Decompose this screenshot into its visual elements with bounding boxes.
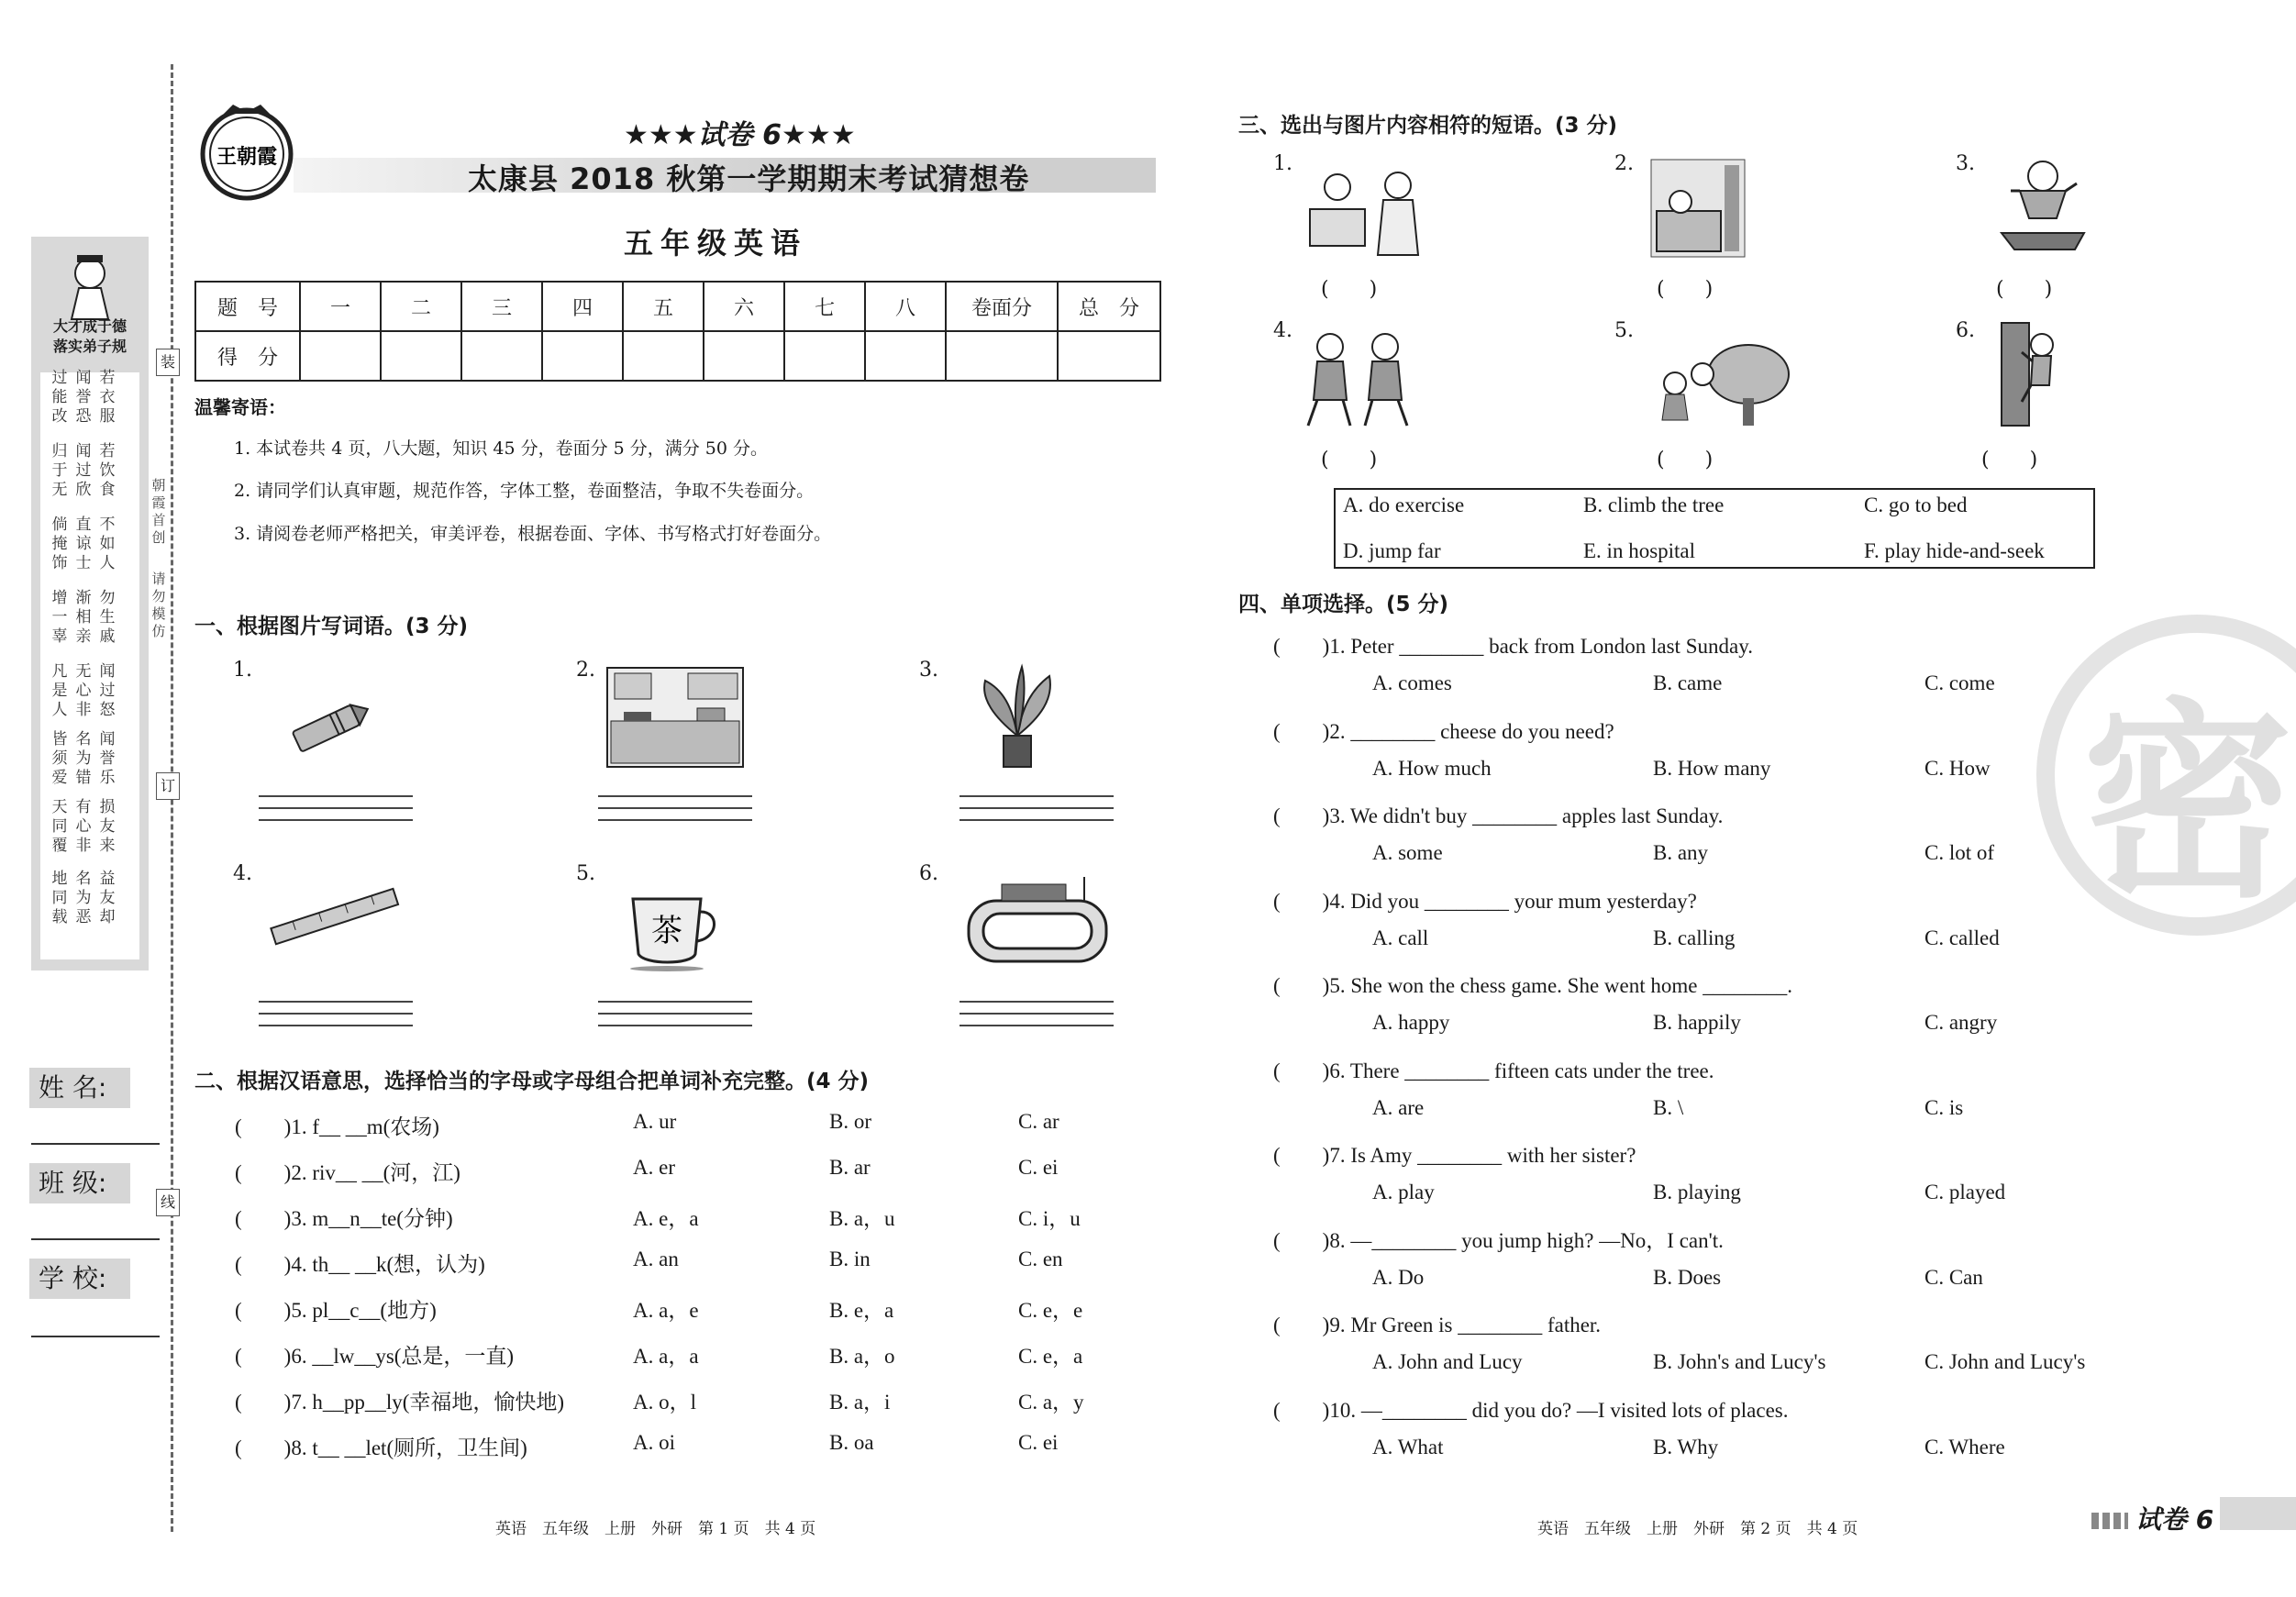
- s4-question: ( )2. ________ cheese do you need?: [1273, 719, 1614, 743]
- cut-mark-2: 订: [156, 772, 180, 800]
- ruler-icon: [266, 881, 404, 954]
- score-cell[interactable]: [461, 331, 542, 381]
- phrase-options-box: [1334, 488, 2095, 569]
- class-label: 班 级:: [29, 1163, 130, 1203]
- score-cell[interactable]: [300, 331, 381, 381]
- potted-plant-icon: [976, 662, 1059, 772]
- answer-lines[interactable]: [598, 991, 752, 1037]
- motto-text: 若衣服: [99, 369, 116, 426]
- bedtime-scene-icon: [1647, 156, 1748, 261]
- motto-text: 凡是人: [51, 662, 68, 719]
- s4-option-a[interactable]: A. some: [1372, 841, 1443, 864]
- s4-option-a[interactable]: A. comes: [1372, 671, 1452, 694]
- motto-text: 归于无: [51, 442, 68, 499]
- s2-option-b[interactable]: B. a，o: [829, 1345, 895, 1368]
- s2-question: ( )4. th__ __k(想，认为): [235, 1253, 485, 1276]
- s4-option-c[interactable]: C. lot of: [1924, 841, 1995, 864]
- answer-paren[interactable]: ( ): [1981, 449, 2038, 471]
- s4-option-c[interactable]: C. angry: [1924, 1011, 1998, 1034]
- s2-question: ( )2. riv__ __(河，江): [235, 1161, 460, 1184]
- s4-option-a[interactable]: A. are: [1372, 1095, 1425, 1119]
- s3-item-number: 1.: [1273, 152, 1292, 175]
- s2-option-c[interactable]: C. e，a: [1018, 1345, 1083, 1368]
- motto-text: 地同载: [51, 870, 68, 926]
- answer-lines[interactable]: [959, 785, 1114, 831]
- s1-item-number: 4.: [233, 862, 252, 885]
- motto-text: 直谅士: [75, 516, 92, 572]
- table-cell: 总 分: [1058, 282, 1160, 331]
- motto-text: 勿生戚: [99, 589, 116, 646]
- table-cell: 五: [623, 282, 704, 331]
- kitchen-icon: [605, 666, 745, 769]
- exercise-scene-icon: [1293, 327, 1422, 429]
- s2-option-c[interactable]: C. a，y: [1018, 1391, 1084, 1414]
- table-cell: 卷面分: [946, 282, 1058, 331]
- s4-option-c[interactable]: C. Can: [1924, 1265, 1983, 1289]
- s4-option-a[interactable]: A. What: [1372, 1435, 1444, 1458]
- option: C. go to bed: [1864, 494, 1968, 516]
- motto-text: 益友却: [99, 870, 116, 926]
- s2-option-a[interactable]: A. oi: [633, 1431, 675, 1454]
- motto-caption: 大才成于德 落实弟子规: [52, 317, 127, 355]
- s2-option-b[interactable]: B. oa: [829, 1431, 874, 1454]
- s4-option-c[interactable]: C. John and Lucy's: [1924, 1350, 2086, 1373]
- s4-question: ( )9. Mr Green is ________ father.: [1273, 1314, 1602, 1336]
- option: B. climb the tree: [1583, 494, 1725, 516]
- table-cell: 八: [865, 282, 946, 331]
- motto-text: 若饮食: [99, 442, 116, 499]
- s2-option-c[interactable]: C. en: [1018, 1248, 1063, 1270]
- scholar-figure-icon: [62, 246, 117, 323]
- answer-paren[interactable]: ( ): [1321, 278, 1378, 301]
- section1-title: 一、根据图片写词语。(3 分): [194, 615, 469, 638]
- option: E. in hospital: [1583, 539, 1696, 562]
- s2-option-a[interactable]: A. er: [633, 1156, 675, 1179]
- score-header-row: [195, 282, 1160, 331]
- s2-option-a[interactable]: A. o，l: [633, 1391, 696, 1414]
- s2-option-a[interactable]: A. ur: [633, 1110, 677, 1133]
- score-cell[interactable]: [542, 331, 623, 381]
- s2-option-c[interactable]: C. e，e: [1018, 1299, 1083, 1322]
- table-cell: 题 号: [195, 282, 300, 331]
- s2-question: ( )6. __lw__ys(总是，一直): [235, 1345, 515, 1368]
- table-cell: 七: [784, 282, 865, 331]
- motto-text: 倘掩饰: [51, 516, 68, 572]
- hospital-scene-icon: [1306, 163, 1427, 264]
- s2-option-b[interactable]: B. e，a: [829, 1299, 894, 1322]
- option: D. jump far: [1343, 539, 1441, 562]
- s2-option-b[interactable]: B. a，u: [829, 1207, 895, 1230]
- score-cell[interactable]: [865, 331, 946, 381]
- s1-item-number: 3.: [919, 659, 938, 682]
- motto-text: 无心非: [75, 662, 92, 719]
- footer-left: 英语 五年级 上册 外研 第 1 页 共 4 页: [495, 1520, 816, 1538]
- s4-option-b[interactable]: B. Does: [1653, 1265, 1722, 1289]
- table-cell: 得 分: [195, 331, 300, 381]
- vertical-note-2: 请勿模仿: [151, 571, 166, 639]
- s4-option-b[interactable]: B. came: [1653, 671, 1723, 694]
- s2-option-a[interactable]: A. a，a: [633, 1345, 699, 1368]
- svg-text:茶: 茶: [651, 913, 682, 949]
- answer-lines[interactable]: [259, 991, 413, 1037]
- s1-item-number: 6.: [919, 862, 938, 885]
- s4-question: ( )1. Peter ________ back from London last Sunday.: [1273, 635, 1753, 658]
- s4-option-a[interactable]: A. happy: [1372, 1011, 1450, 1034]
- section4-title: 四、单项选择。(5 分): [1238, 593, 1449, 616]
- answer-lines[interactable]: [598, 785, 752, 831]
- s3-item-number: 4.: [1273, 319, 1292, 342]
- climb-tree-icon: [1981, 319, 2073, 429]
- s4-question: ( )7. Is Amy ________ with her sister?: [1273, 1144, 1636, 1167]
- motto-text: 闻过欣: [75, 442, 92, 499]
- s4-option-b[interactable]: B. calling: [1653, 926, 1736, 949]
- s4-question: ( )8. —________ you jump high? —No，I can't.: [1273, 1228, 1724, 1252]
- section3-title: 三、选出与图片内容相符的短语。(3 分): [1238, 114, 1618, 138]
- motto-text: 名为错: [75, 730, 92, 787]
- s4-option-c[interactable]: C. come: [1924, 671, 1995, 694]
- svg-text:王朝霞: 王朝霞: [216, 146, 278, 169]
- answer-paren[interactable]: ( ): [1321, 449, 1378, 471]
- s1-item-number: 1.: [233, 659, 252, 682]
- corner-bar: [2220, 1497, 2296, 1530]
- school-label: 学 校:: [29, 1259, 130, 1299]
- answer-lines[interactable]: [259, 785, 413, 831]
- s4-option-c[interactable]: C. Where: [1924, 1435, 2005, 1458]
- s2-option-a[interactable]: A. a，e: [633, 1299, 699, 1322]
- s4-option-c[interactable]: C. played: [1924, 1181, 2006, 1203]
- footer-right: 英语 五年级 上册 外研 第 2 页 共 4 页: [1537, 1520, 1858, 1538]
- s2-question: ( )7. h__pp__ly(幸福地，愉快地): [235, 1391, 565, 1414]
- motto-text: 增一辜: [51, 589, 68, 646]
- s4-option-c[interactable]: C. called: [1924, 926, 2000, 949]
- answer-paren[interactable]: ( ): [1996, 278, 2053, 301]
- exam-number: ★★★试卷 6★★★: [624, 119, 856, 151]
- s2-option-b[interactable]: B. ar: [829, 1156, 871, 1179]
- s1-item-number: 5.: [576, 862, 595, 885]
- s2-option-b[interactable]: B. a，i: [829, 1391, 891, 1414]
- s4-question: ( )5. She won the chess game. She went home ________.: [1273, 974, 1792, 997]
- tips-title: 温馨寄语：: [194, 396, 286, 418]
- school-blank[interactable]: [31, 1336, 160, 1337]
- score-cell[interactable]: [946, 331, 1058, 381]
- s4-option-a[interactable]: A. How much: [1372, 756, 1492, 780]
- motto-text: 损友来: [99, 798, 116, 855]
- cut-mark-3: 线: [156, 1189, 180, 1216]
- answer-lines[interactable]: [959, 991, 1114, 1037]
- motto-text: 有心非: [75, 798, 92, 855]
- s4-option-c[interactable]: C. is: [1924, 1095, 1964, 1119]
- s2-question: ( )5. pl__c__(地方): [235, 1299, 437, 1322]
- s2-option-c[interactable]: C. ei: [1018, 1431, 1059, 1454]
- score-cell[interactable]: [704, 331, 784, 381]
- motto-text: 渐相亲: [75, 589, 92, 646]
- tea-cup-icon: [627, 890, 728, 972]
- s1-item-number: 2.: [576, 659, 595, 682]
- hide-and-seek-icon: [1647, 338, 1794, 429]
- motto-text: 天同覆: [51, 798, 68, 855]
- score-table: [194, 281, 1161, 382]
- s4-option-a[interactable]: A. John and Lucy: [1372, 1350, 1523, 1373]
- s2-option-a[interactable]: A. an: [633, 1248, 679, 1270]
- s2-question: ( )8. t__ __let(厕所，卫生间): [235, 1436, 527, 1459]
- cut-mark-1: 装: [156, 349, 180, 376]
- s4-option-b[interactable]: B. happily: [1653, 1011, 1741, 1034]
- s2-question: ( )1. f__ __m(农场): [235, 1115, 439, 1138]
- option: A. do exercise: [1343, 494, 1465, 516]
- table-cell: 二: [381, 282, 461, 331]
- score-cell[interactable]: [784, 331, 865, 381]
- motto-text: 过能改: [51, 369, 68, 426]
- secret-stamp-char: 密: [2082, 682, 2294, 926]
- answer-paren[interactable]: ( ): [1657, 449, 1714, 471]
- brand-logo: [196, 101, 297, 202]
- tip-item: 3. 请阅卷老师严格把关，审美评卷，根据卷面、字体、书写格式打好卷面分。: [234, 524, 832, 544]
- motto-text: 名为恶: [75, 870, 92, 926]
- s3-item-number: 5.: [1614, 319, 1634, 342]
- table-cell: 四: [542, 282, 623, 331]
- s4-option-b[interactable]: B. playing: [1653, 1181, 1741, 1203]
- motto-text: 闻誉乐: [99, 730, 116, 787]
- motto-text: 闻过怒: [99, 662, 116, 719]
- class-blank[interactable]: [31, 1238, 160, 1240]
- s4-option-b[interactable]: B. How many: [1653, 756, 1771, 780]
- tip-item: 2. 请同学们认真审题，规范作答，字体工整，卷面整洁，争取不失卷面分。: [234, 481, 815, 501]
- s3-item-number: 6.: [1956, 319, 1975, 342]
- table-cell: 三: [461, 282, 542, 331]
- s2-option-c[interactable]: C. ar: [1018, 1110, 1059, 1133]
- name-blank[interactable]: [31, 1143, 160, 1145]
- tip-item: 1. 本试卷共 4 页，八大题，知识 45 分，卷面分 5 分，满分 50 分。: [234, 438, 769, 459]
- motto-text: 闻誉恐: [75, 369, 92, 426]
- s2-option-a[interactable]: A. e，a: [633, 1207, 699, 1230]
- s4-question: ( )4. Did you ________ your mum yesterday?: [1273, 889, 1697, 913]
- running-track-icon: [965, 873, 1112, 965]
- s4-option-b[interactable]: B. \: [1653, 1095, 1684, 1119]
- section2-title: 二、根据汉语意思，选择恰当的字母或字母组合把单词补充完整。(4 分): [194, 1070, 870, 1093]
- table-cell: 六: [704, 282, 784, 331]
- s2-option-c[interactable]: C. ei: [1018, 1156, 1059, 1179]
- exam-title: 太康县 2018 秋第一学期期末考试猜想卷: [468, 161, 1030, 196]
- s4-question: ( )6. There ________ fifteen cats under the tree.: [1273, 1059, 1714, 1082]
- s4-option-c[interactable]: C. How: [1924, 756, 1991, 780]
- s4-option-a[interactable]: A. Do: [1372, 1265, 1425, 1289]
- motto-text: 不如人: [99, 516, 116, 572]
- s4-option-b[interactable]: B. Why: [1653, 1435, 1719, 1458]
- s2-option-c[interactable]: C. i，u: [1018, 1207, 1081, 1230]
- s3-item-number: 2.: [1614, 152, 1634, 175]
- s4-option-b[interactable]: B. John's and Lucy's: [1653, 1350, 1826, 1373]
- motto-text: 皆须爱: [51, 730, 68, 787]
- score-cell[interactable]: [1058, 331, 1160, 381]
- score-cell[interactable]: [381, 331, 461, 381]
- subject-title: 五年级英语: [624, 226, 808, 261]
- s2-question: ( )3. m__n__te(分钟): [235, 1207, 453, 1230]
- table-cell: 一: [300, 282, 381, 331]
- s2-option-b[interactable]: B. in: [829, 1248, 871, 1270]
- option: F. play hide-and-seek: [1864, 539, 2045, 562]
- s4-option-a[interactable]: A. call: [1372, 926, 1429, 949]
- jump-far-icon: [1992, 154, 2093, 255]
- s4-option-a[interactable]: A. play: [1372, 1181, 1435, 1203]
- s4-question: ( )10. —________ did you do? —I visited lots of places.: [1273, 1398, 1789, 1422]
- crayon-icon: [284, 690, 376, 763]
- answer-paren[interactable]: ( ): [1657, 278, 1714, 301]
- s3-item-number: 3.: [1956, 152, 1975, 175]
- corner-exam-tag: 试卷 6: [2091, 1500, 2213, 1536]
- name-label: 姓 名:: [29, 1068, 130, 1108]
- vertical-note-1: 朝霞首创: [151, 477, 166, 546]
- score-cell[interactable]: [623, 331, 704, 381]
- s2-option-b[interactable]: B. or: [829, 1110, 871, 1133]
- s4-question: ( )3. We didn't buy ________ apples last Sunday.: [1273, 804, 1724, 827]
- score-value-row: [195, 331, 1160, 381]
- s4-option-b[interactable]: B. any: [1653, 841, 1709, 864]
